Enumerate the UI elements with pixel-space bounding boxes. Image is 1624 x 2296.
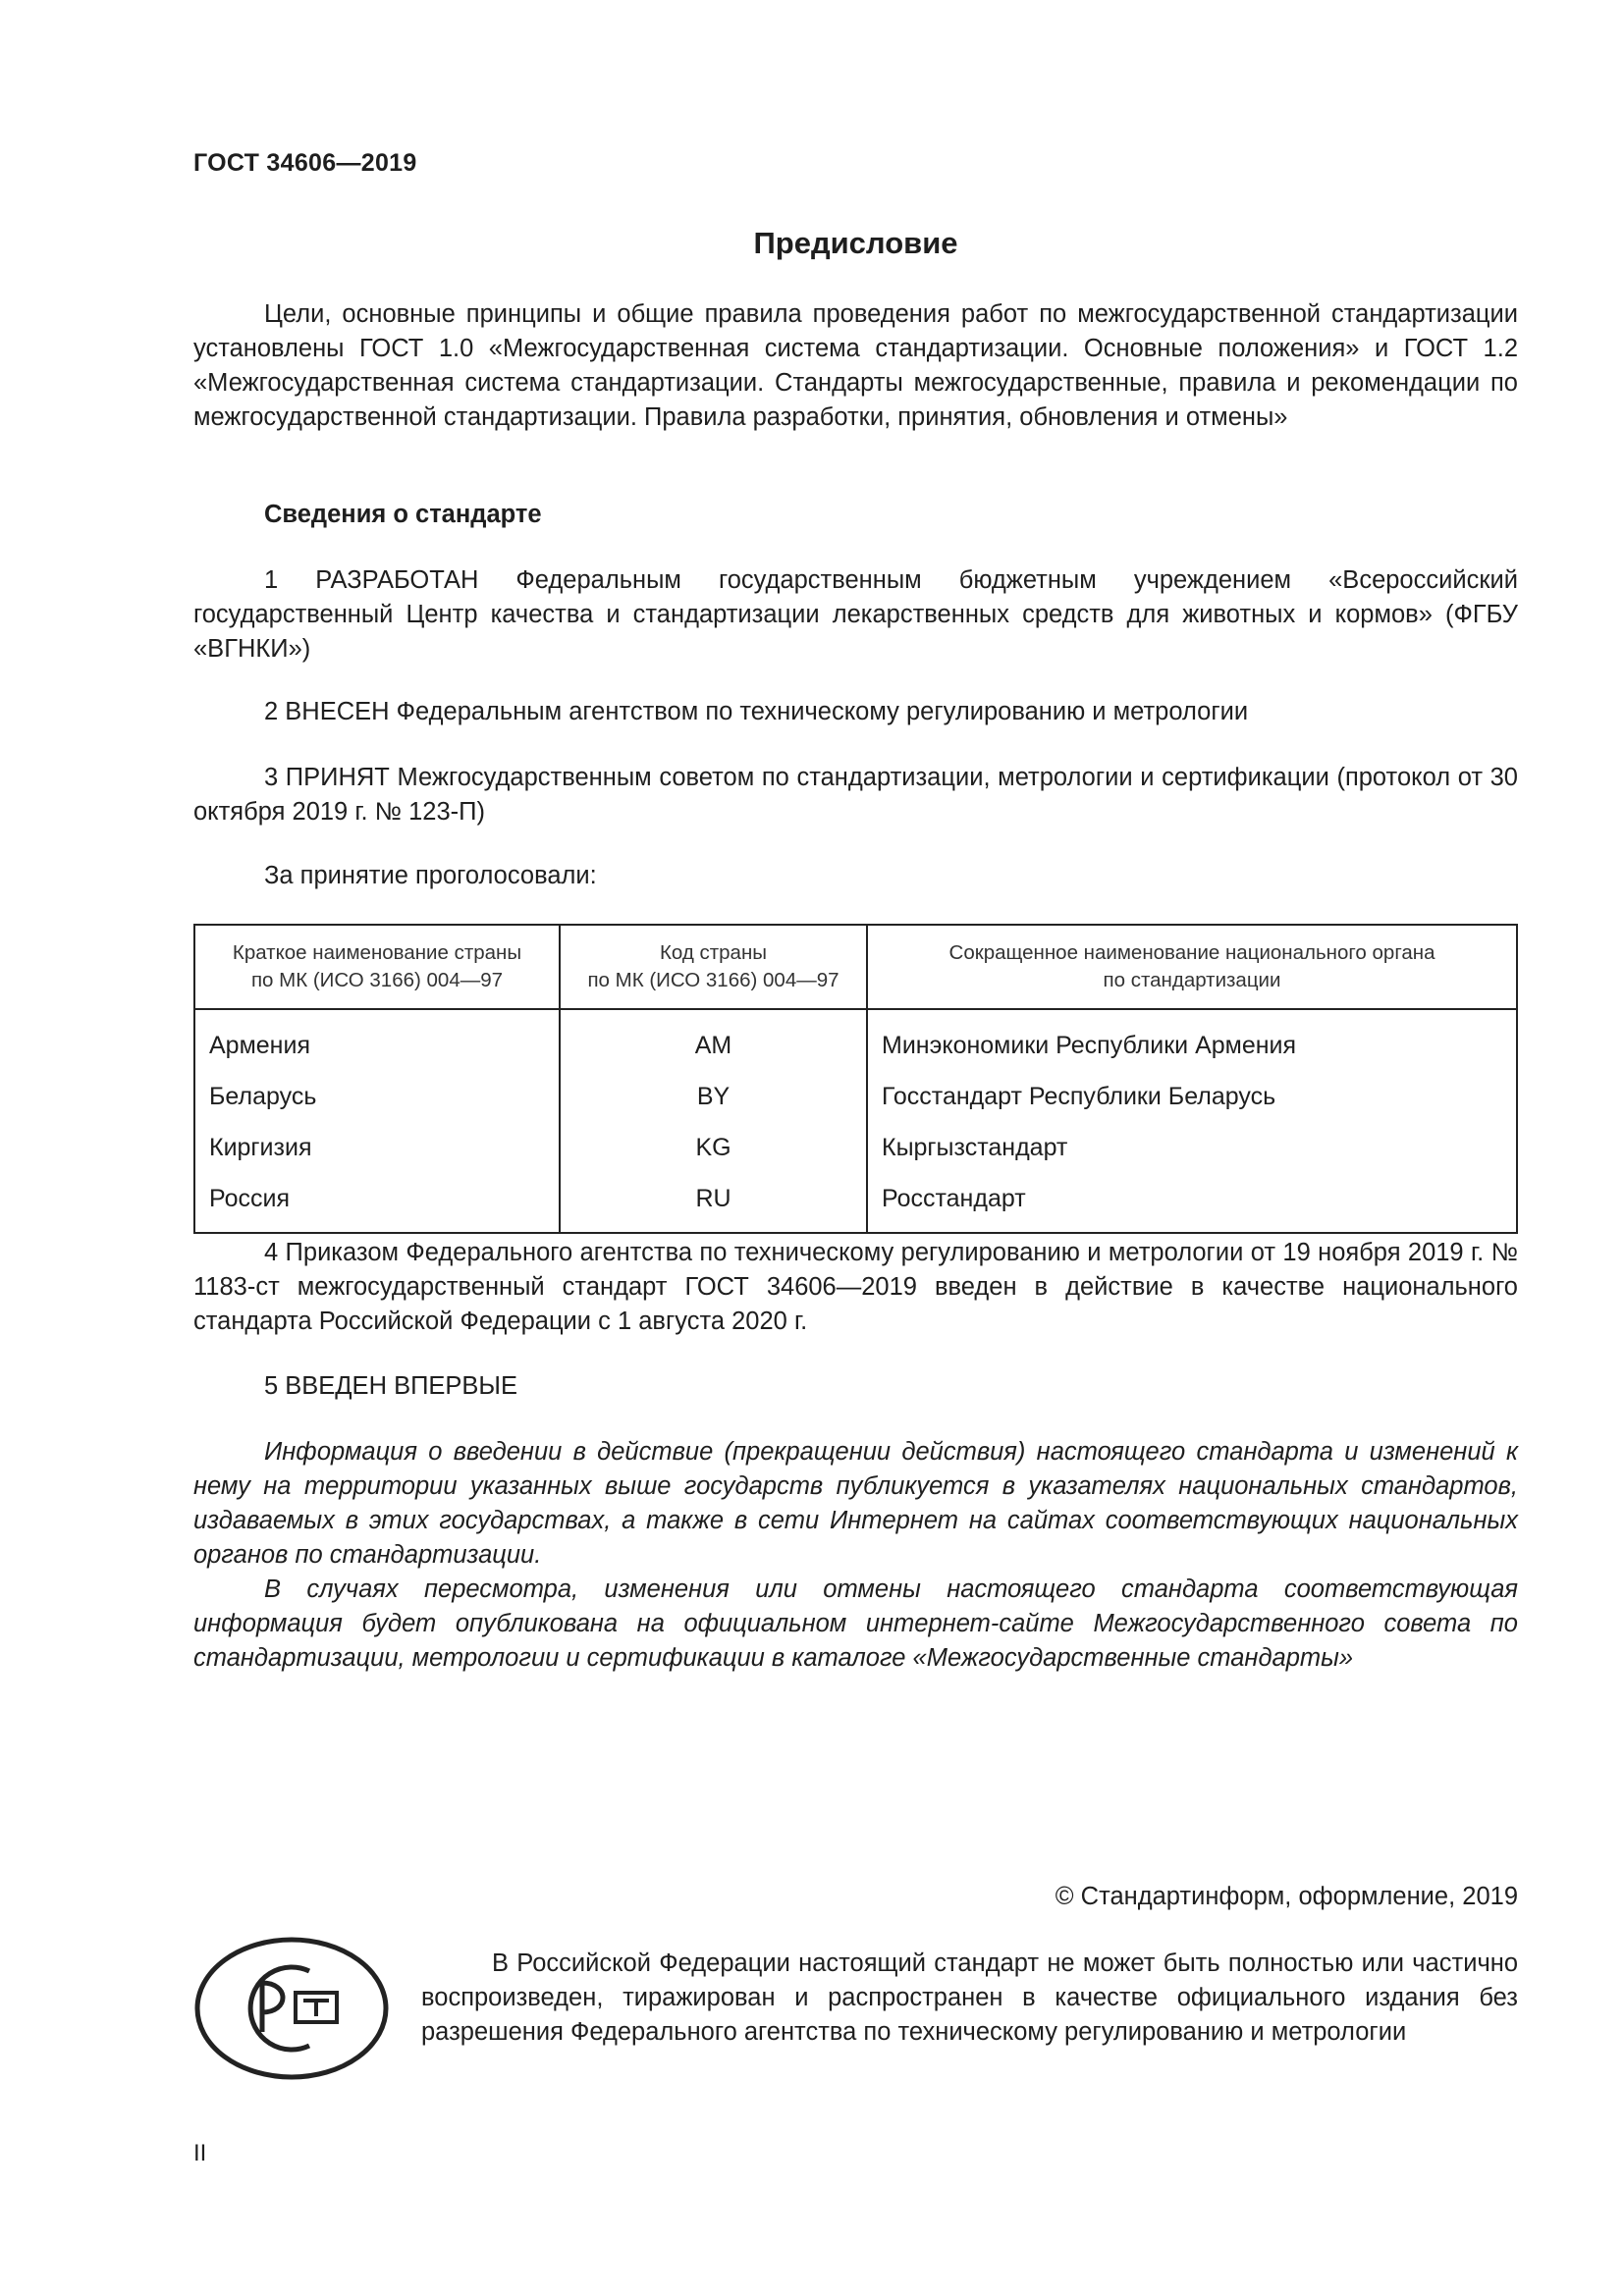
country-code-cell: AM — [560, 1009, 867, 1071]
item-first: 5 ВВЕДЕН ВПЕРВЫЕ — [264, 1372, 518, 1400]
header-country-code: Код страны по МК (ИСО 3166) 004—97 — [560, 925, 867, 1009]
voted-label: За принятие проголосовали: — [264, 862, 597, 889]
info-heading: Сведения о стандарте — [264, 501, 542, 528]
item-developed: 1 РАЗРАБОТАН Федеральным государственным бюджетным учреждением «Всероссийский государственный Центр качества и стандартизации лекарственных средств для животных и кормов» (ФГБУ «ВГНКИ») — [193, 566, 1518, 663]
header-country-name: Краткое наименование страны по МК (ИСО 3166) 004—97 — [194, 925, 560, 1009]
national-body-cell: Госстандарт Республики Беларусь — [867, 1071, 1517, 1122]
note-revision: В случаях пересмотра, изменения или отмены настоящего стандарта соответствующая информация будет опубликована на официальном интернет-сайте Межгосударственного совета по стандартизации, метрологии и сертификации в каталоге «Межгосударственные стандарты» — [193, 1575, 1518, 1672]
rst-logo-icon — [193, 1934, 390, 2083]
table-row — [194, 1122, 1517, 1173]
country-code-cell: BY — [560, 1071, 867, 1122]
item-adopted: 3 ПРИНЯТ Межгосударственным советом по стандартизации, метрологии и сертификации (протокол от 30 октября 2019 г. № 123-П) — [193, 764, 1518, 826]
table-row — [194, 1071, 1517, 1122]
table-row — [194, 1009, 1517, 1071]
page-title: Предисловие — [753, 226, 958, 260]
country-name-cell: Россия — [194, 1173, 560, 1233]
country-name-cell: Киргизия — [194, 1122, 560, 1173]
national-body-cell: Минэкономики Республики Армения — [867, 1009, 1517, 1071]
country-name-cell: Беларусь — [194, 1071, 560, 1122]
member-states-table — [193, 924, 1518, 1234]
country-code-cell: KG — [560, 1122, 867, 1173]
intro-paragraph: Цели, основные принципы и общие правила проведения работ по межгосударственной стандартизации установлены ГОСТ 1.0 «Межгосударственная система стандартизации. Основные положения» и ГОСТ 1.2 «Межгосударственная система стандартизации. Стандарты межгосударственные, правила и рекомендации по межгосударственной стандартизации. Правила разработки, принятия, обновления и отмены» — [193, 300, 1518, 431]
document-page — [193, 0, 1518, 2296]
note-info: Информация о введении в действие (прекращении действия) настоящего стандарта и изменений к нему на территории указанных выше государств публикуется в указателях национальных стандартов, издаваемых в этих государствах, а также в сети Интернет на сайтах соответствующих национальных органов по стандартизации. — [193, 1438, 1518, 1569]
country-name-cell: Армения — [194, 1009, 560, 1071]
item-introduced: 2 ВНЕСЕН Федеральным агентством по техническому регулированию и метрологии — [264, 698, 1249, 725]
national-body-cell: Росстандарт — [867, 1173, 1517, 1233]
table-row — [194, 1173, 1517, 1233]
table-header-row — [194, 925, 1517, 1009]
page-number: II — [193, 2140, 207, 2166]
rights-notice: В Российской Федерации настоящий стандарт не может быть полностью или частично воспроизведен, тиражирован и распространен в качестве официального издания без разрешения Федерального агентства по техническому регулированию и метрологии — [421, 1949, 1518, 2046]
header-national-body: Сокращенное наименование национального органа по стандартизации — [867, 925, 1517, 1009]
document-header: ГОСТ 34606—2019 — [193, 149, 417, 177]
country-code-cell: RU — [560, 1173, 867, 1233]
national-body-cell: Кыргызстандарт — [867, 1122, 1517, 1173]
copyright-line: © Стандартинформ, оформление, 2019 — [1055, 1883, 1518, 1910]
item-order: 4 Приказом Федерального агентства по техническому регулированию и метрологии от 19 ноября 2019 г. № 1183-ст межгосударственный стандарт ГОСТ 34606—2019 введен в действие в качестве национального стандарта Российской Федерации с 1 августа 2020 г. — [193, 1239, 1518, 1335]
